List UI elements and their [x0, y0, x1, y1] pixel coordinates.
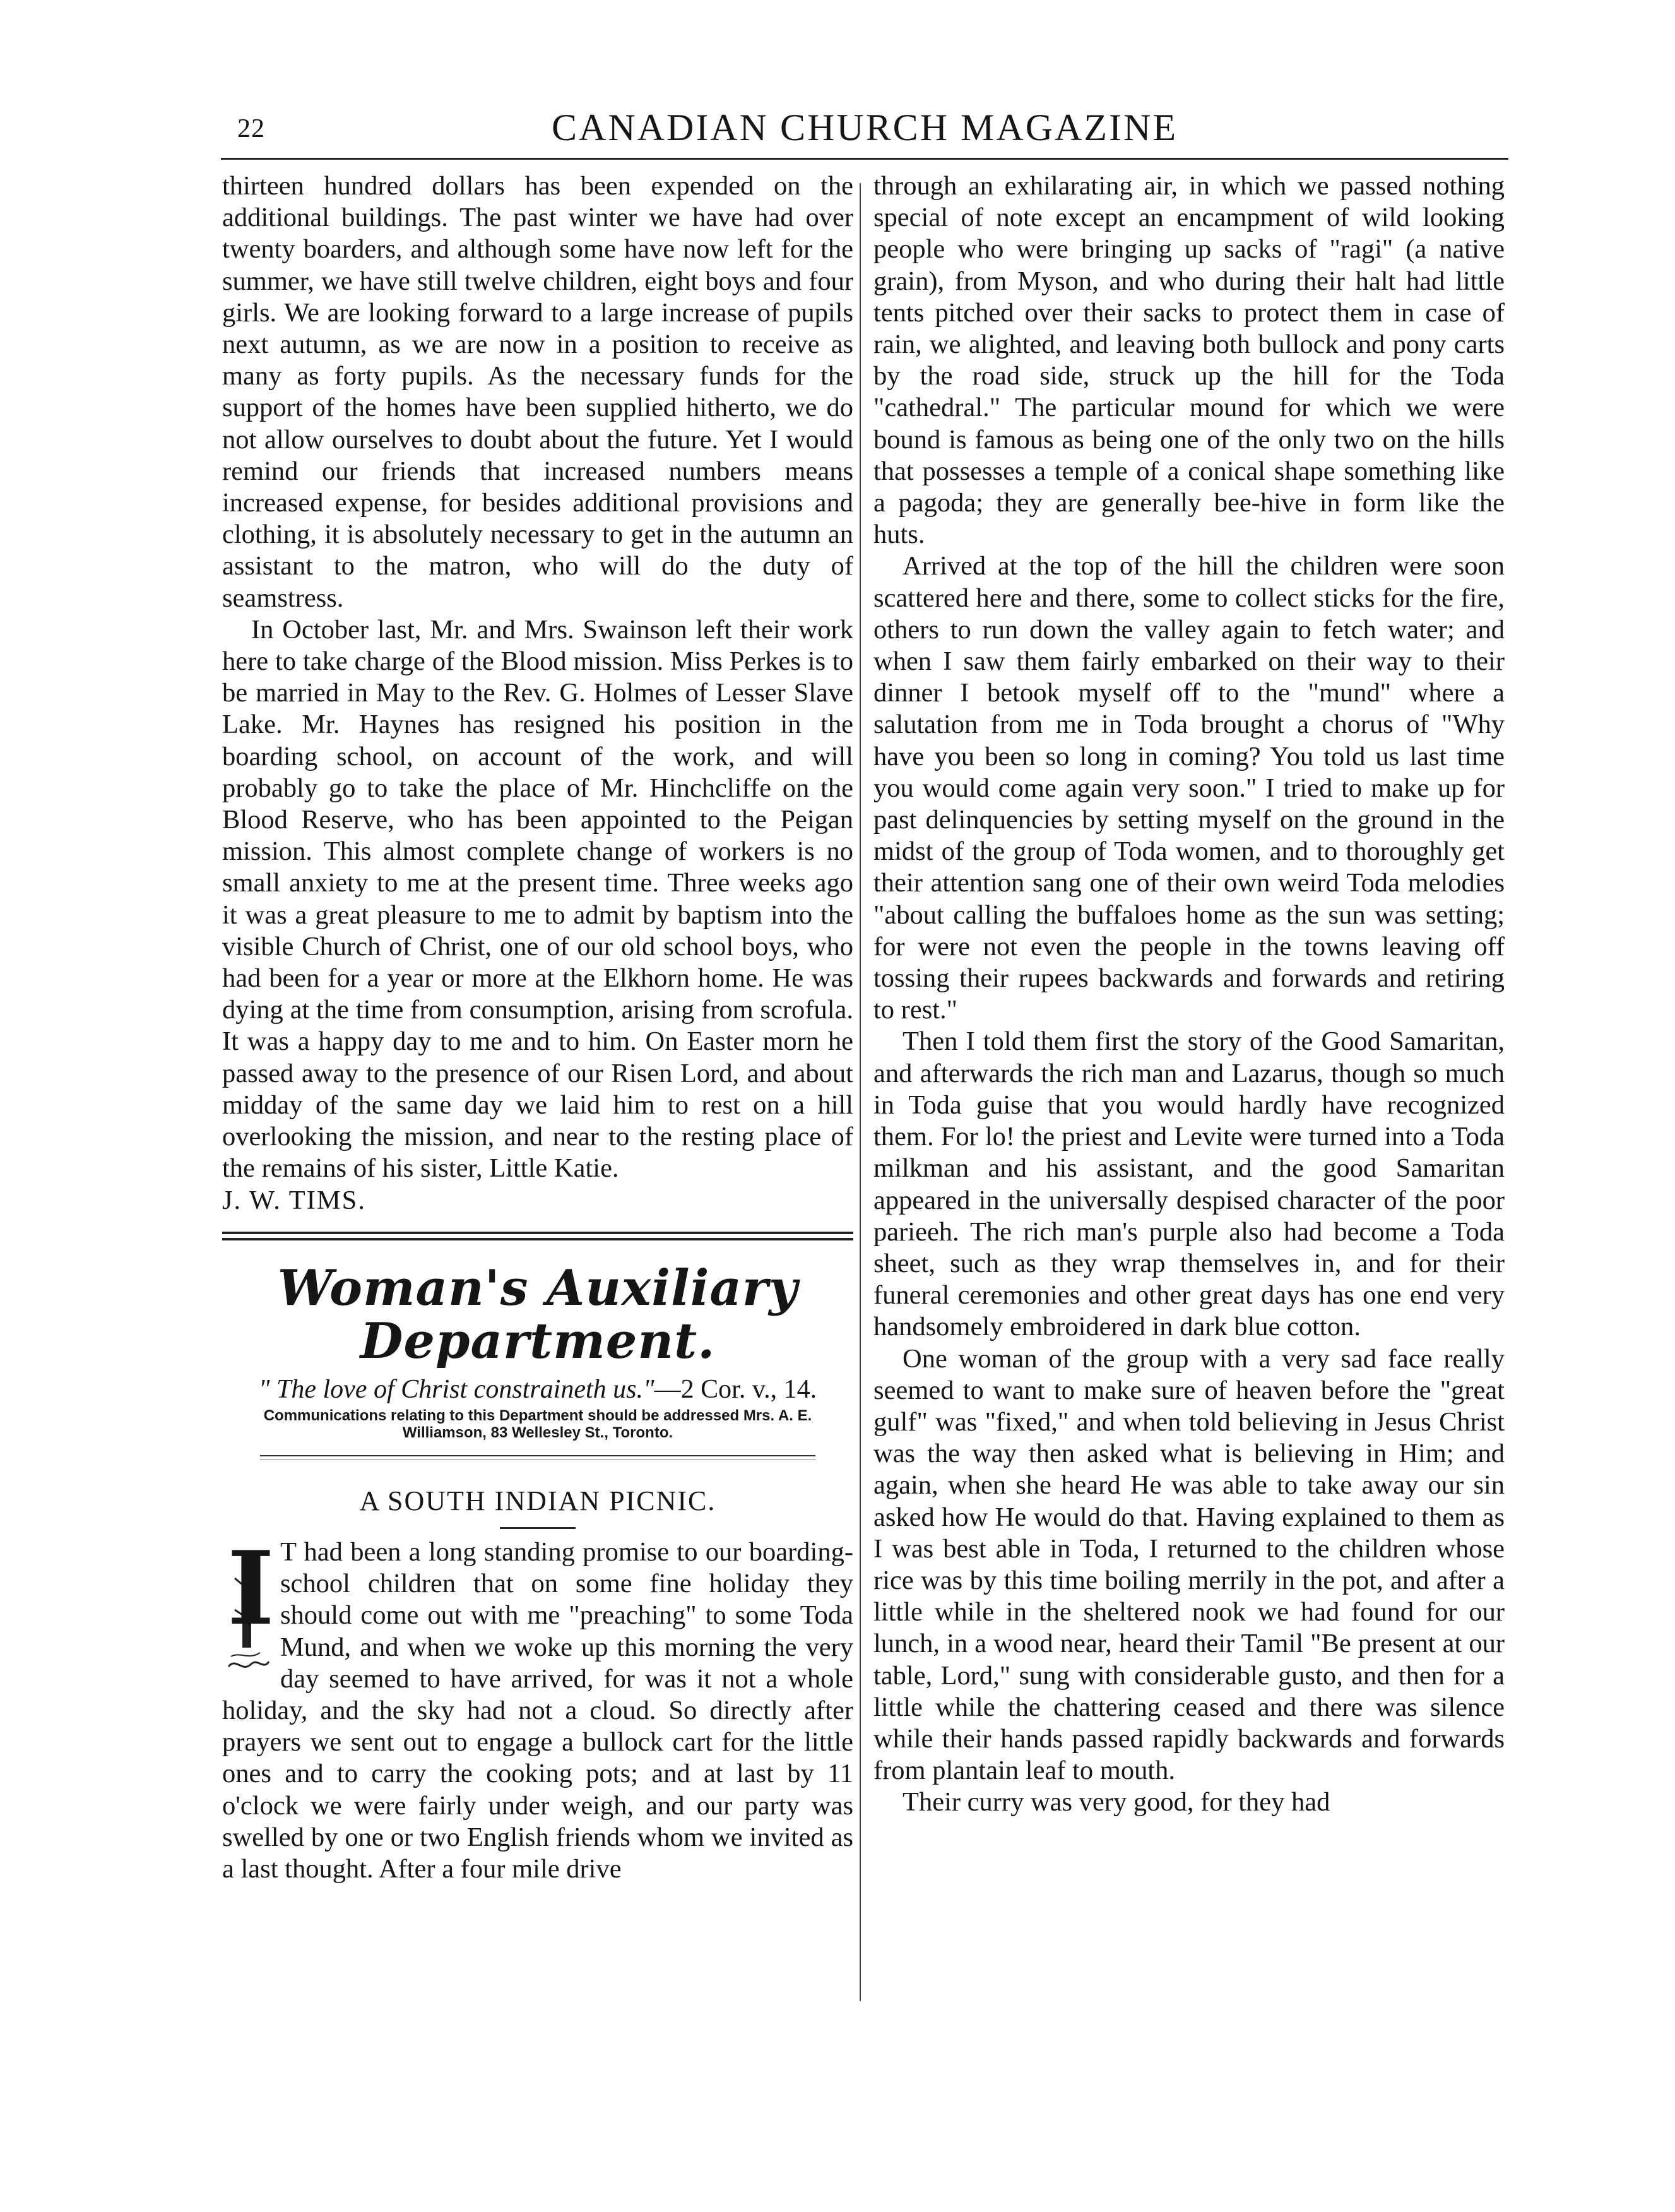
- left-column: [222, 170, 853, 1885]
- paragraph: One woman of the group with a very sad face really seemed to want to make sure of heaven before the "great gulf" was "fixed," and when told believing in Jesus Christ was the way then asked what is believing in Him; and again, when she heard He was able to take away our sin asked how He would do that. Having explained to them as I was best able in Toda, I returned to the children whose rice was by this time boiling merrily in the pot, and after a little while in the sheltered nook we had found for our lunch, in a wood near, heard their Tamil "Be present at our table, Lord," sung with considerable gusto, and then for a little while the chattering ceased and there was silence while their hands passed rapidly backwards and forwards from plantain leaf to mouth.: [873, 1343, 1505, 1786]
- paragraph: Then I told them first the story of the Good Samaritan, and afterwards the rich man and Lazarus, though so much in Toda guise that you would hardly have recognized them. For lo! the priest and Levite were turned into a Toda milkman and his assistant, and the good Samaritan appeared in the universally despised character of the poor parieeh. The rich man's purple also had become a Toda sheet, such as they wrap themselves in, and for their funeral ceremonies and other great days has one end very handsomely embroidered in dark blue cotton.: [873, 1026, 1505, 1342]
- article-opening: [222, 1528, 853, 1885]
- epigraph-quote: " The love of Christ constraineth us.": [258, 1374, 654, 1404]
- section-rule: [222, 1232, 853, 1234]
- paragraph: through an exhilarating air, in which we passed nothing special of note except an encampment of wild looking people who were bringing up sacks of "ragi" (a native grain), from Myson, and who during their halt had little tents pitched over their sacks to protect them in case of rain, we alighted, and leaving both bullock and pony carts by the road side, struck up the hill for the Toda "cathedral." The particular mound for which we were bound is famous as being one of the only two on the hills that possesses a temple of a conical shape something like a pagoda; they are generally bee-hive in form like the huts.: [873, 171, 1505, 550]
- communications-note: Communications relating to this Department should be addressed Mrs. A. E. Williamson, 83 Wellesley St., Toronto.: [263, 1406, 812, 1441]
- header-rule: [221, 158, 1508, 160]
- paragraph: In October last, Mr. and Mrs. Swainson left their work here to take charge of the Blood mission. Miss Perkes is to be married in May to the Rev. G. Holmes of Lesser Slave Lake. Mr. Haynes has resigned his position in the boarding school, on account of the work, and will probably go to take the place of Mr. Hinchcliffe on the Blood Reserve, who has been appointed to the Peigan mission. This almost complete change of workers is no small anxiety to me at the present time. Three weeks ago it was a great pleasure to me to admit by baptism into the visible Church of Christ, one of our old school boys, who had been for a year or more at the Elkhorn home. He was dying at the time from consumption, arising from scrofula. It was a happy day to me and to him. On Easter morn he passed away to the presence of our Risen Lord, and about midday of the same day we laid him to rest on a hill overlooking the mission, and near to the resting place of the remains of his sister, Little Katie.: [222, 614, 853, 1184]
- dropcap-letter: I: [227, 1528, 275, 1648]
- page-number: 22: [237, 114, 265, 143]
- epigraph: [222, 1374, 853, 1405]
- article-title: A SOUTH INDIAN PICNIC.: [359, 1485, 716, 1516]
- signature: J. W. TIMS.: [222, 1185, 366, 1215]
- paragraph: T had been a long standing promise to our boarding-school children that on some fine holiday they should come out with me "preaching" to some Toda Mund, and when we woke up this morning the very day seemed to have arrived, for was it not a whole holiday, and the sky had not a cloud. So directly after prayers we sent out to engage a bullock cart for the little ones and to carry the cooking pots; and at last by 11 o'clock we were fairly under weigh, and our party was swelled by one or two English friends whom we invited as a last thought. After a four mile drive: [222, 1537, 853, 1884]
- column-divider: [860, 183, 861, 2001]
- paragraph: thirteen hundred dollars has been expended on the additional buildings. The past winter we have had over twenty boarders, and although some have now left for the summer, we have still twelve children, eight boys and four girls. We are looking forward to a large increase of pupils next autumn, as we are now in a position to receive as many as forty pupils. As the necessary funds for the support of the homes have been supplied hitherto, we do not allow ourselves to doubt about the future. Yet I would remind our friends that increased numbers means increased expense, for besides additional provisions and clothing, it is absolutely necessary to get in the autumn an assistant to the matron, who will do the duty of seamstress.: [222, 171, 853, 613]
- right-column: [873, 170, 1505, 1819]
- dropcap-ornament: [223, 1528, 275, 1675]
- epigraph-reference: —2 Cor. v., 14.: [654, 1374, 817, 1404]
- title-rule: [500, 1527, 576, 1529]
- section-rule: [222, 1238, 853, 1240]
- paragraph: Their curry was very good, for they had: [903, 1787, 1330, 1817]
- divider-rule: [260, 1455, 815, 1456]
- running-head-title: CANADIAN CHURCH MAGAZINE: [552, 107, 1178, 148]
- paragraph: Arrived at the top of the hill the children were soon scattered here and there, some to collect sticks for the fire, others to run down the valley again to fetch water; and when I saw them fairly embarked on their way to their dinner I betook myself off to the "mund" where a salutation from me in Toda brought a chorus of "Why have you been so long in coming? You told us last time you would come again very soon." I tried to make up for past delinquencies by setting myself on the ground in the midst of the group of Toda women, and to thoroughly get their attention sang one of their own weird Toda melodies "about calling the buffaloes home as the sun was setting; for were not even the people in the towns leaving off tossing their rupees backwards and forwards and retiring to rest.": [873, 551, 1505, 1025]
- department-title: Woman's Auxiliary Department.: [277, 1259, 798, 1370]
